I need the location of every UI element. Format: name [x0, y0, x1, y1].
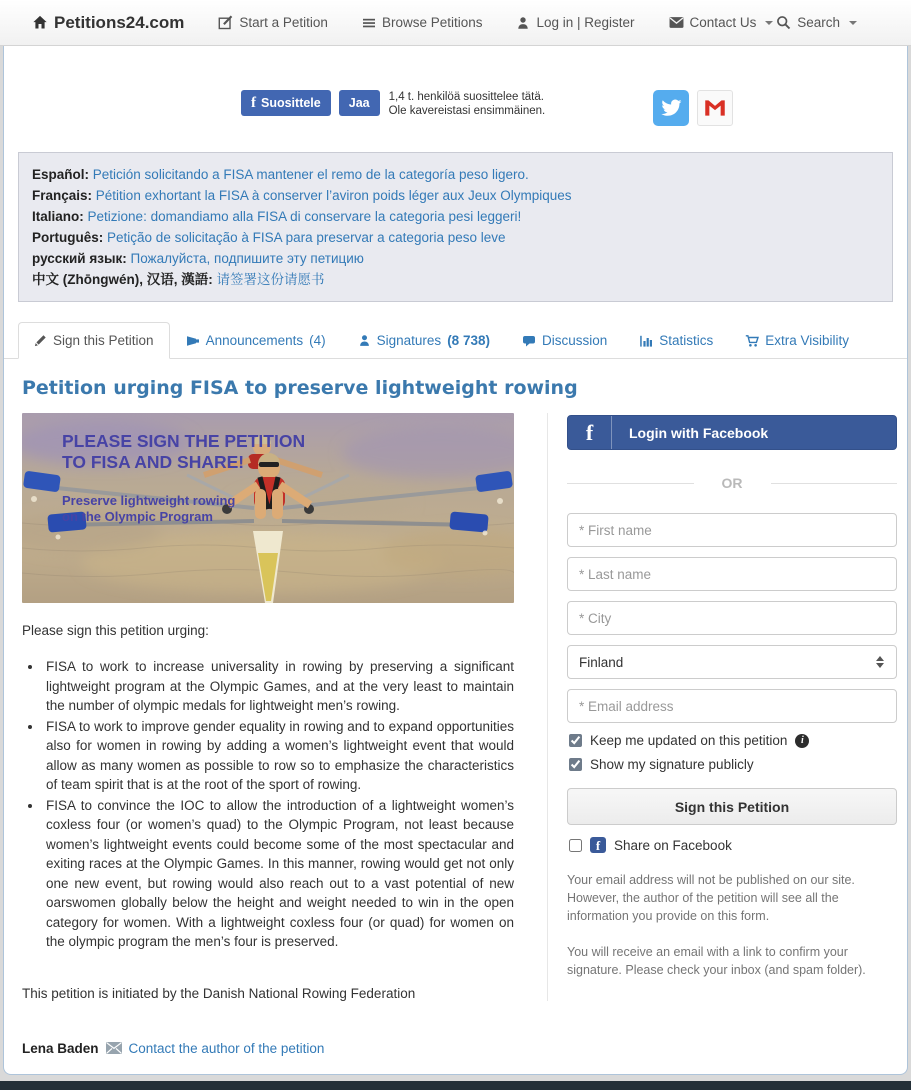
shopping-cart-icon [745, 334, 759, 348]
facebook-login-button[interactable] [567, 415, 897, 450]
show-signature-checkbox[interactable] [569, 758, 582, 771]
brand-label: Petitions24.com [54, 12, 185, 32]
tab-sign-label: Sign this Petition [53, 333, 154, 348]
facebook-icon: f [568, 416, 612, 449]
share-facebook-row [569, 837, 897, 853]
banner-sub-line1: Preserve lightweight rowing [62, 493, 236, 508]
megaphone-icon [186, 334, 200, 348]
petition-bullet-1: • FISA to work to increase universality in rowing by preserving a significant lightweight program at the Olympic Games, and at the very least to maintain the number of olympic medals for lightweight men’s rowing. [43, 657, 514, 716]
envelope-icon [669, 16, 684, 29]
tab-extra-label: Extra Visibility [765, 333, 850, 348]
banner-title-line1: PLEASE SIGN THE PETITION [62, 431, 306, 451]
nav-start-petition[interactable] [218, 15, 328, 30]
petition-banner-image [22, 413, 514, 603]
show-signature-row [569, 757, 897, 772]
top-navbar [0, 0, 911, 46]
facebook-icon: f [590, 837, 606, 853]
footer-bar [0, 1081, 911, 1090]
home-icon [32, 15, 48, 30]
search-icon [776, 15, 791, 30]
or-divider: OR [567, 475, 897, 491]
lang-row-fr: Français: Pétition exhortant la FISA à conserver l’aviron poids léger aux Jeux Olympiques [32, 188, 572, 203]
gmail-share-button[interactable] [697, 90, 733, 126]
user-icon [516, 16, 530, 30]
tab-announcements[interactable] [170, 322, 342, 359]
nav-contact-label: Contact Us [689, 15, 757, 30]
list-icon [362, 16, 376, 30]
petition-tabs [4, 322, 907, 359]
nav-contact-us[interactable] [669, 15, 774, 30]
chevron-down-icon [849, 21, 857, 25]
share-facebook-checkbox[interactable] [569, 839, 582, 852]
pencil-icon [34, 334, 47, 347]
country-select[interactable] [567, 645, 897, 679]
tab-statistics[interactable] [623, 322, 729, 359]
lang-row-es: Español: Petición solicitando a FISA mantener el remo de la categoría peso ligero. [32, 167, 529, 182]
translations-box [18, 152, 893, 302]
twitter-icon [660, 97, 682, 119]
nav-login-register[interactable] [516, 15, 634, 30]
facebook-recommend-label: Suosittele [261, 96, 321, 110]
nav-browse-label: Browse Petitions [381, 15, 483, 30]
nav-search[interactable] [776, 15, 857, 30]
main-panel [3, 46, 908, 1075]
facebook-icon: f [251, 94, 256, 111]
lang-link-ru[interactable]: Пожалуйста, подпишите эту петицию [130, 251, 364, 266]
tab-signatures-label: Signatures [376, 333, 442, 348]
petition-bullet-2: • FISA to work to improve gender equality in rowing and to expand opportunities also for women in rowing by adding a women’s lightweight event that would allow as many women as possible to row so to emphasize the characteristics of team spirit that is at the root of the sport of rowing. [43, 717, 514, 795]
facebook-share-count: 1,4 t. henkilöä suosittelee tätä. Ole kavereistasi ensimmäinen. [388, 91, 546, 117]
page-title: Petition urging FISA to preserve lightweight rowing [22, 377, 578, 399]
tab-signatures-count: (8 738) [447, 333, 490, 348]
chevron-down-icon [765, 21, 773, 25]
banner-sub-line2: on the Olympic Program [62, 509, 213, 524]
email-input[interactable] [567, 689, 897, 723]
keep-updated-label: Keep me updated on this petition [590, 733, 788, 748]
author-row [4, 1041, 907, 1056]
first-name-input[interactable] [567, 513, 897, 547]
petition-bullet-3: • FISA to convince the IOC to allow the introduction of a lightweight women’s coxless four (or women’s quad) to the Olympic Program, not least because women’s lightweight events could become some of the most spectacular and exiting races at the Olympic Games. In this manner, rowing would get not only one new event, but rowing would also reach out to a vast potential of new oarswomen globally below the height and weight needed to win in the open category for women. With a lightweight coxless four (or quad) for women on the olympic program the men’s four is preserved. [43, 796, 514, 952]
user-icon [358, 334, 371, 347]
lang-link-pt[interactable]: Petição de solicitação à FISA para preservar a categoria peso leve [107, 230, 506, 245]
contact-author-link[interactable]: Contact the author of the petition [128, 1040, 325, 1056]
lang-row-ru: русский язык: Пожалуйста, подпишите эту петицию [32, 251, 364, 266]
select-stepper-icon [876, 656, 884, 668]
tab-signatures[interactable] [342, 322, 506, 359]
lang-link-fr[interactable]: Pétition exhortant la FISA à conserver l’aviron poids léger aux Jeux Olympiques [95, 188, 572, 203]
banner-title-line2: TO FISA AND SHARE! [62, 452, 245, 472]
privacy-note: Your email address will not be published on our site. However, the author of the petition will see all the information you provide on this form. [567, 873, 855, 923]
twitter-share-button[interactable] [653, 90, 689, 126]
city-input[interactable] [567, 601, 897, 635]
petition-initiator-note: This petition is initiated by the Danish National Rowing Federation [22, 985, 416, 1001]
nav-start-label: Start a Petition [239, 15, 328, 30]
tab-discussion-label: Discussion [541, 333, 608, 348]
facebook-recommend-button[interactable] [241, 90, 331, 116]
pencil-square-icon [218, 15, 233, 30]
lang-link-es[interactable]: Petición solicitando a FISA mantener el remo de la categoría peso ligero. [92, 167, 529, 182]
keep-updated-checkbox[interactable] [569, 734, 582, 747]
lang-row-pt: Português: Petição de solicitação à FISA para preservar a categoria peso leve [32, 230, 506, 245]
petition-bullet-list [43, 657, 514, 952]
tab-announcements-label: Announcements [205, 333, 304, 348]
bar-chart-icon [639, 334, 653, 348]
facebook-login-label: Login with Facebook [629, 424, 769, 441]
last-name-input[interactable] [567, 557, 897, 591]
lang-link-zh[interactable]: 请签署这份请愿书 [216, 272, 325, 287]
tab-sign-petition[interactable] [18, 322, 170, 359]
tab-extra-visibility[interactable] [729, 322, 865, 359]
keep-updated-row [569, 733, 897, 748]
facebook-share-button[interactable] [339, 90, 380, 116]
tab-statistics-label: Statistics [659, 333, 714, 348]
country-selected-value: Finland [579, 654, 624, 670]
comment-icon [522, 334, 536, 348]
petition-content [22, 413, 514, 1001]
info-icon[interactable]: i [795, 734, 809, 748]
confirm-note: You will receive an email with a link to confirm your signature. Please check your inbox (and spam folder). [567, 945, 866, 977]
facebook-share-label: Jaa [348, 96, 370, 110]
sign-form [547, 413, 897, 1001]
petition-intro: Please sign this petition urging: [22, 623, 209, 638]
tab-announcements-count: (4) [309, 333, 326, 348]
brand-home-link[interactable] [32, 13, 184, 33]
social-share-row [4, 46, 907, 140]
author-name: Lena Baden [22, 1040, 99, 1056]
lang-link-it[interactable]: Petizione: domandiamo alla FISA di conservare la categoria pesi leggeri! [87, 209, 522, 224]
lang-row-it: Italiano: Petizione: domandiamo alla FISA di conservare la categoria pesi leggeri! [32, 209, 522, 224]
envelope-icon [106, 1042, 122, 1054]
tab-discussion[interactable] [506, 322, 623, 359]
nav-browse-petitions[interactable] [362, 15, 483, 30]
lang-row-zh: 中文 (Zhōngwén), 汉语, 漢語: 请签署这份请愿书 [32, 272, 325, 287]
show-signature-label: Show my signature publicly [590, 757, 754, 772]
gmail-icon [702, 95, 728, 121]
nav-search-label: Search [797, 15, 840, 30]
nav-login-label: Log in | Register [536, 15, 635, 30]
share-facebook-label: Share on Facebook [614, 837, 732, 853]
sign-petition-button[interactable]: Sign this Petition [567, 788, 897, 825]
